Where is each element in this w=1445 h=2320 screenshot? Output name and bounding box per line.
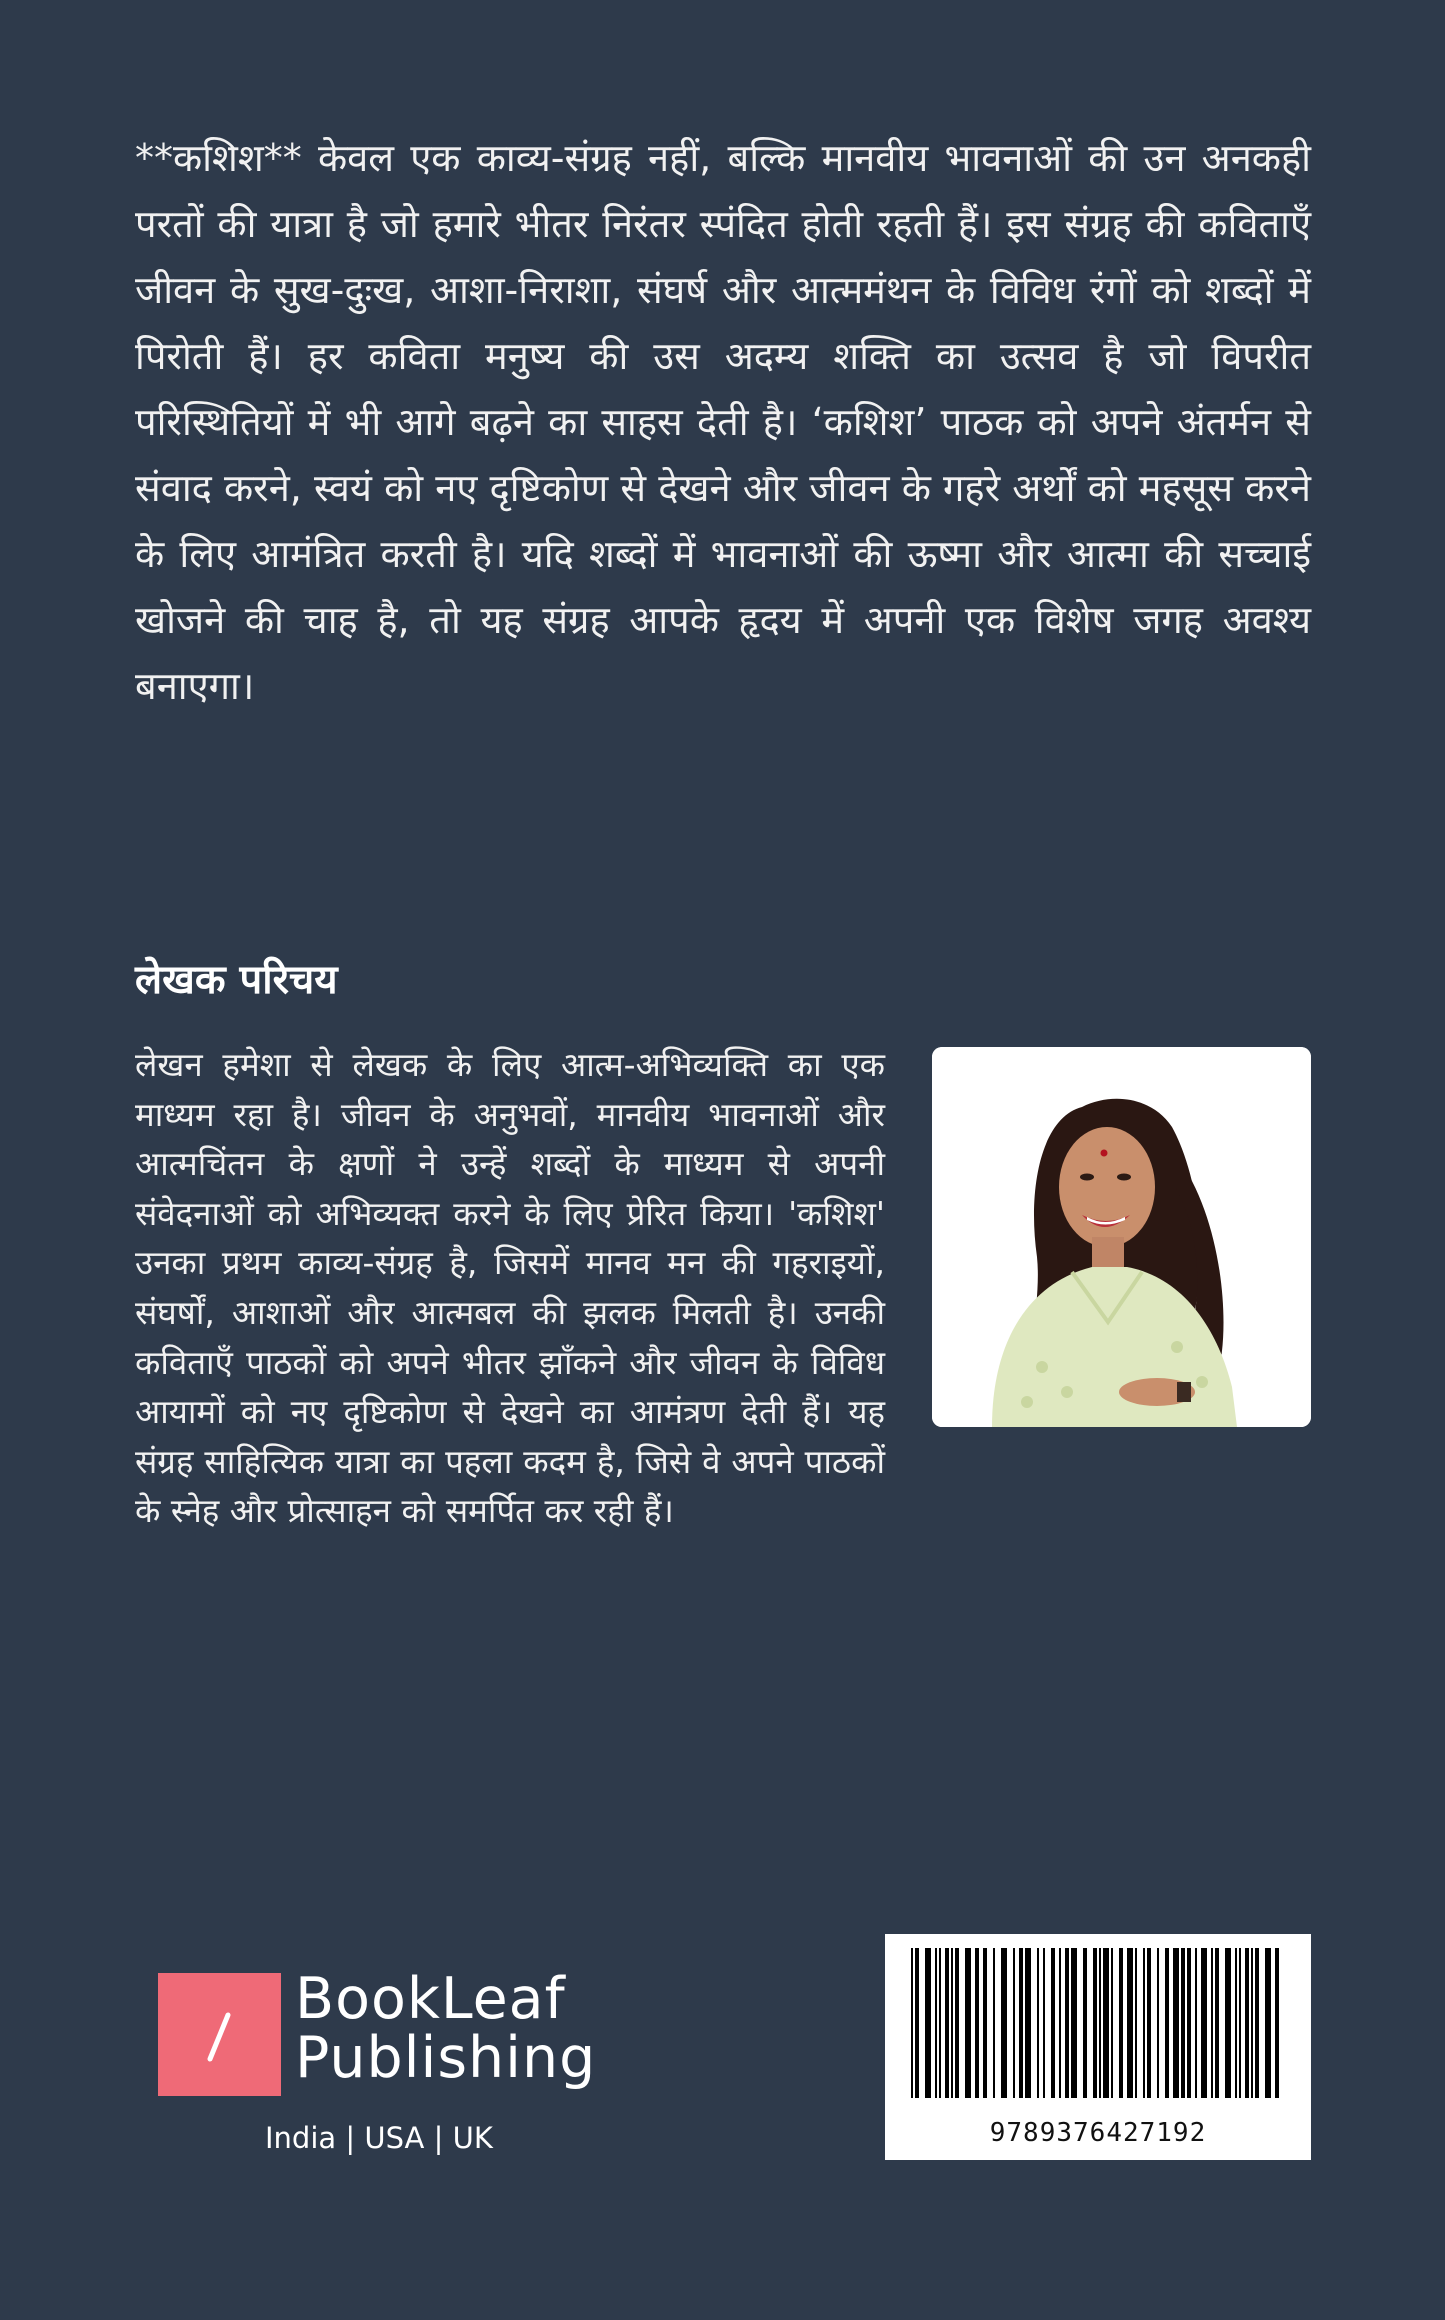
author-photo <box>932 1047 1311 1427</box>
barcode-bar <box>915 1948 919 2098</box>
barcode-bar <box>1071 1948 1077 2098</box>
barcode-bar <box>983 1948 987 2098</box>
barcode-bar <box>1093 1948 1097 2098</box>
barcode-bar <box>1165 1948 1169 2098</box>
barcode-bar <box>1111 1948 1113 2098</box>
barcode-bar <box>993 1948 995 2098</box>
barcode-bar <box>975 1948 979 2098</box>
publisher-name-line1: BookLeaf <box>295 1966 566 2032</box>
publisher-regions: India | USA | UK <box>265 2121 493 2155</box>
barcode-bar <box>1235 1948 1237 2098</box>
barcode-bars <box>885 1934 1311 2114</box>
barcode-bar <box>1147 1948 1151 2098</box>
barcode-bar <box>1127 1948 1133 2098</box>
barcode-bar <box>935 1948 937 2098</box>
barcode-bar <box>1013 1948 1015 2098</box>
barcode-bar <box>1025 1948 1031 2098</box>
barcode-bar <box>1265 1948 1271 2098</box>
barcode-bar <box>1019 1948 1023 2098</box>
barcode-bar <box>1211 1948 1213 2098</box>
barcode-bar <box>955 1948 959 2098</box>
barcode-bar <box>1157 1948 1159 2098</box>
barcode-bar <box>1001 1948 1007 2098</box>
barcode-bar <box>1083 1948 1087 2098</box>
barcode-bar <box>1043 1948 1045 2098</box>
barcode-bar <box>1103 1948 1109 2098</box>
barcode-bar <box>945 1948 949 2098</box>
barcode-bar <box>1051 1948 1055 2098</box>
barcode-bar <box>911 1948 913 2098</box>
barcode-bar <box>1245 1948 1249 2098</box>
barcode-bar <box>1187 1948 1191 2098</box>
isbn-barcode <box>885 1934 1311 2160</box>
barcode-bar <box>965 1948 971 2098</box>
barcode-bar <box>1275 1948 1279 2098</box>
barcode-bar <box>925 1948 931 2098</box>
barcode-bar <box>1065 1948 1069 2098</box>
barcode-bar <box>1201 1948 1207 2098</box>
barcode-bar <box>1119 1948 1123 2098</box>
leaf-slash-icon <box>158 1973 281 2096</box>
book-blurb: **कशिश** केवल एक काव्य-संग्रह नहीं, बल्कि मानवीय भावनाओं की उन अनकही परतों की यात्रा है जो हमारे भीतर निरंतर स्पंदित होती रहती हैं। इस संग्रह की कविताएँ जीवन के सुख-दुःख, आशा-निराशा, संघर्ष और आत्ममंथन के विविध रंगों को शब्दों में पिरोती हैं। हर कविता मनुष्य की उस अदम्य शक्ति का उत्सव है जो विपरीत परिस्थितियों में भी आगे बढ़ने का साहस देती है। ‘कशिश’ पाठक को अपने अंतर्मन से संवाद करने, स्वयं को नए दृष्टिकोण से देखने और जीवन के गहरे अर्थों को महसूस करने के लिए आमंत्रित करती है। यदि शब्दों में भावनाओं की ऊष्मा और आत्मा की सच्चाई खोजने की चाह है, तो यह संग्रह आपके हृदय में अपनी एक विशेष जगह अवश्य बनाएगा। <box>135 136 1311 708</box>
barcode-bar <box>939 1948 941 2098</box>
author-section-heading: लेखक परिचय <box>135 957 338 1003</box>
barcode-bar <box>1239 1948 1241 2098</box>
barcode-bar <box>1135 1948 1137 2098</box>
author-bio: लेखन हमेशा से लेखक के लिए आत्म-अभिव्यक्ति का एक माध्यम रहा है। जीवन के अनुभवों, मानवीय भावनाओं और आत्मचिंतन के क्षणों ने उन्हें शब्दों के माध्यम से अपनी संवेदनाओं को अभिव्यक्त करने के लिए प्रेरित किया। 'कशिश' उनका प्रथम काव्य-संग्रह है, जिसमें मानव मन की गहराइयों, संघर्षों, आशाओं और आत्मबल की झलक मिलती है। उनकी कविताएँ पाठकों को अपने भीतर झाँकने और जीवन के विविध आयामों को नए दृष्टिकोण से देखने का आमंत्रण देती हैं। यह संग्रह साहित्यिक यात्रा का पहला कदम है, जिसे वे अपने पाठकों के स्नेह और प्रोत्साहन को समर्पित कर रही हैं। <box>135 1045 885 1531</box>
barcode-bar <box>1215 1948 1219 2098</box>
barcode-bar <box>1143 1948 1145 2098</box>
publisher-logo <box>158 1966 608 2155</box>
barcode-bar <box>1059 1948 1061 2098</box>
barcode-bar <box>1099 1948 1101 2098</box>
barcode-bar <box>1255 1948 1259 2098</box>
author-portrait-illustration <box>932 1047 1311 1427</box>
isbn-number: 9789376427192 <box>989 2118 1207 2148</box>
barcode-bar <box>1251 1948 1253 2098</box>
barcode-bar <box>1225 1948 1231 2098</box>
barcode-bar <box>1181 1948 1185 2098</box>
barcode-bar <box>1173 1948 1179 2098</box>
publisher-name-line2: Publishing <box>295 2025 597 2091</box>
barcode-bar <box>1195 1948 1197 2098</box>
barcode-bar <box>1037 1948 1039 2098</box>
barcode-bar <box>951 1948 953 2098</box>
